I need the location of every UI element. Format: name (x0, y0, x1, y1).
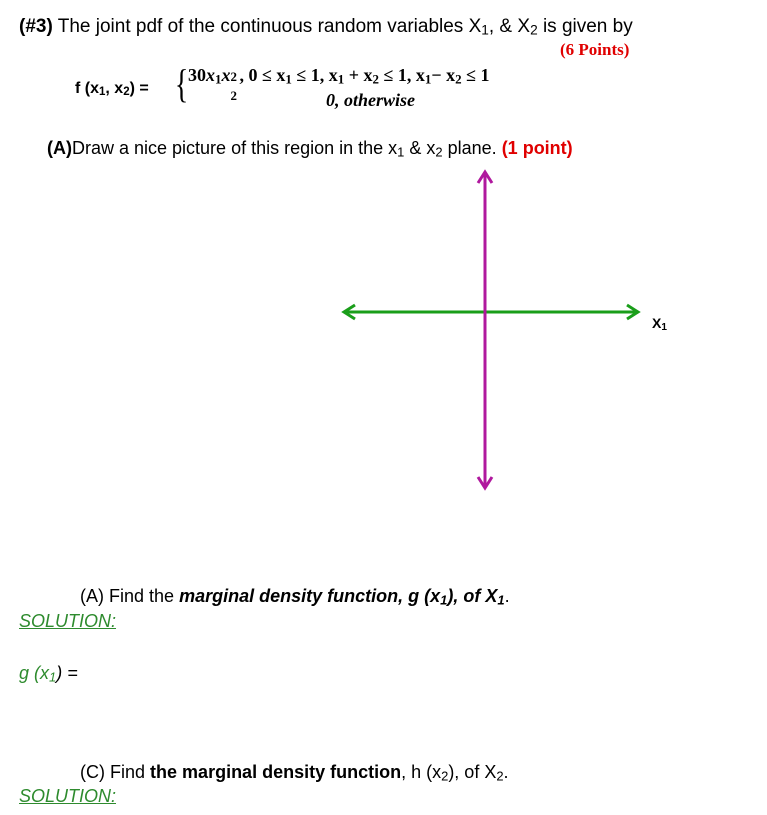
part-a-points: (1 point) (501, 138, 573, 158)
pdf-brace: { (174, 61, 189, 106)
points-total: (6 Points) (560, 40, 630, 59)
pdf-case-2: 0, otherwise (326, 90, 416, 110)
question-text: The joint pdf of the continuous random variables X1, & X2 is given by (57, 16, 633, 38)
g-function-line: g (x1) = (19, 663, 78, 685)
solution-label-1: SOLUTION: (19, 611, 117, 631)
part-c-marginal: (C) Find the marginal density function, h (x2), of X2. (80, 762, 509, 784)
pdf-case-1: 30x1x 2 2 , 0 ≤ x1 ≤ 1, x1 + x2 ≤ 1, x1− x2 ≤ 1 (188, 65, 490, 104)
pdf-lhs: f (x1, x2) = (75, 80, 149, 99)
solution-label-2: SOLUTION: (19, 786, 117, 806)
part-a-marginal: (A) Find the marginal density function, g (x1), of X1. (80, 586, 510, 608)
part-a-draw: (A)Draw a nice picture of this region in the x1 & x2 plane. (1 point) (47, 138, 573, 160)
vertical-axis (478, 172, 492, 488)
horizontal-axis (344, 305, 638, 319)
question-number: (#3) (19, 16, 53, 37)
x-axis-label: X1 (652, 315, 667, 333)
